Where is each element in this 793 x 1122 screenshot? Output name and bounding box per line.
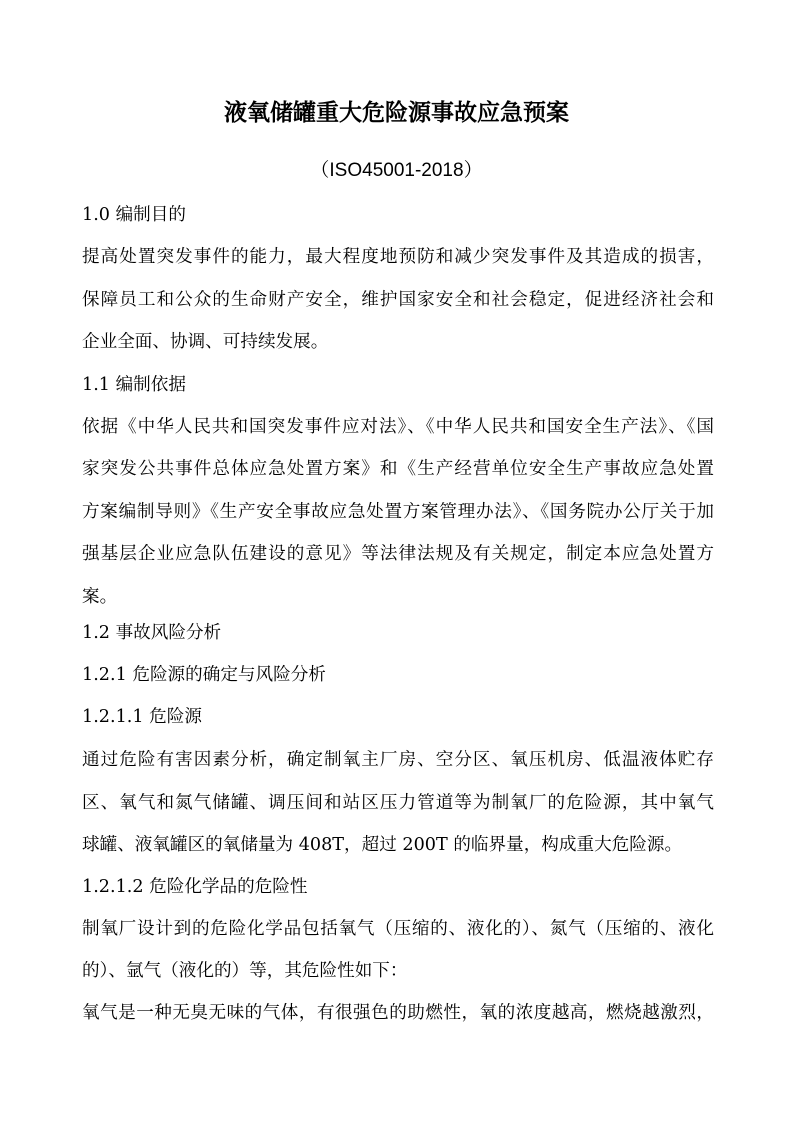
section-heading-1-2-1-2: 1.2.1.2 危险化学品的危险性 <box>82 877 308 897</box>
section-heading-1-2-1: 1.2.1 危险源的确定与风险分析 <box>82 665 326 685</box>
paragraph-line: 案。 <box>82 587 118 607</box>
paragraph-line: 保障员工和公众的生命财产安全，维护国家安全和社会稳定，促进经济社会和 <box>82 290 714 310</box>
paragraph-line: 氧气是一种无臭无味的气体，有很强色的助燃性，氧的浓度越高，燃烧越激烈， <box>82 1003 714 1023</box>
paragraph-line: 的）、氩气（液化的）等，其危险性如下： <box>82 961 408 981</box>
paragraph-line: 制氧厂设计到的危险化学品包括氧气（压缩的、液化的）、氮气（压缩的、液化 <box>82 919 714 939</box>
paragraph-line: 提高处置突发事件的能力，最大程度地预防和减少突发事件及其造成的损害， <box>82 247 714 267</box>
section-heading-1-2-1-1: 1.2.1.1 危险源 <box>82 707 202 727</box>
section-heading-1-1: 1.1 编制依据 <box>82 375 186 395</box>
paragraph-line: 区、氧气和氮气储罐、调压间和站区压力管道等为制氧厂的危险源，其中氧气 <box>82 793 714 813</box>
paragraph-line: 强基层企业应急队伍建设的意见》等法律法规及有关规定，制定本应急处置方 <box>82 544 714 564</box>
paragraph-line: 方案编制导则》《生产安全事故应急处置方案管理办法》、《国务院办公厅关于加 <box>82 502 714 522</box>
document-title: 液氧储罐重大危险源事故应急预案 <box>224 100 569 126</box>
paragraph-line: 企业全面、协调、可持续发展。 <box>82 332 329 352</box>
paragraph-line: 球罐、液氧罐区的氧储量为 408T，超过 200T 的临界量，构成重大危险源。 <box>82 835 683 855</box>
paragraph-line: 家突发公共事件总体应急处置方案》和《生产经营单位安全生产事故应急处置 <box>82 459 714 479</box>
section-heading-1-0: 1.0 编制目的 <box>82 205 186 225</box>
document-subtitle: （ISO45001-2018） <box>310 160 483 181</box>
section-heading-1-2: 1.2 事故风险分析 <box>82 623 222 643</box>
paragraph-line: 通过危险有害因素分析，确定制氧主厂房、空分区、氧压机房、低温液体贮存 <box>82 750 714 770</box>
paragraph-line: 依据《中华人民共和国突发事件应对法》、《中华人民共和国安全生产法》、《国 <box>82 417 714 437</box>
